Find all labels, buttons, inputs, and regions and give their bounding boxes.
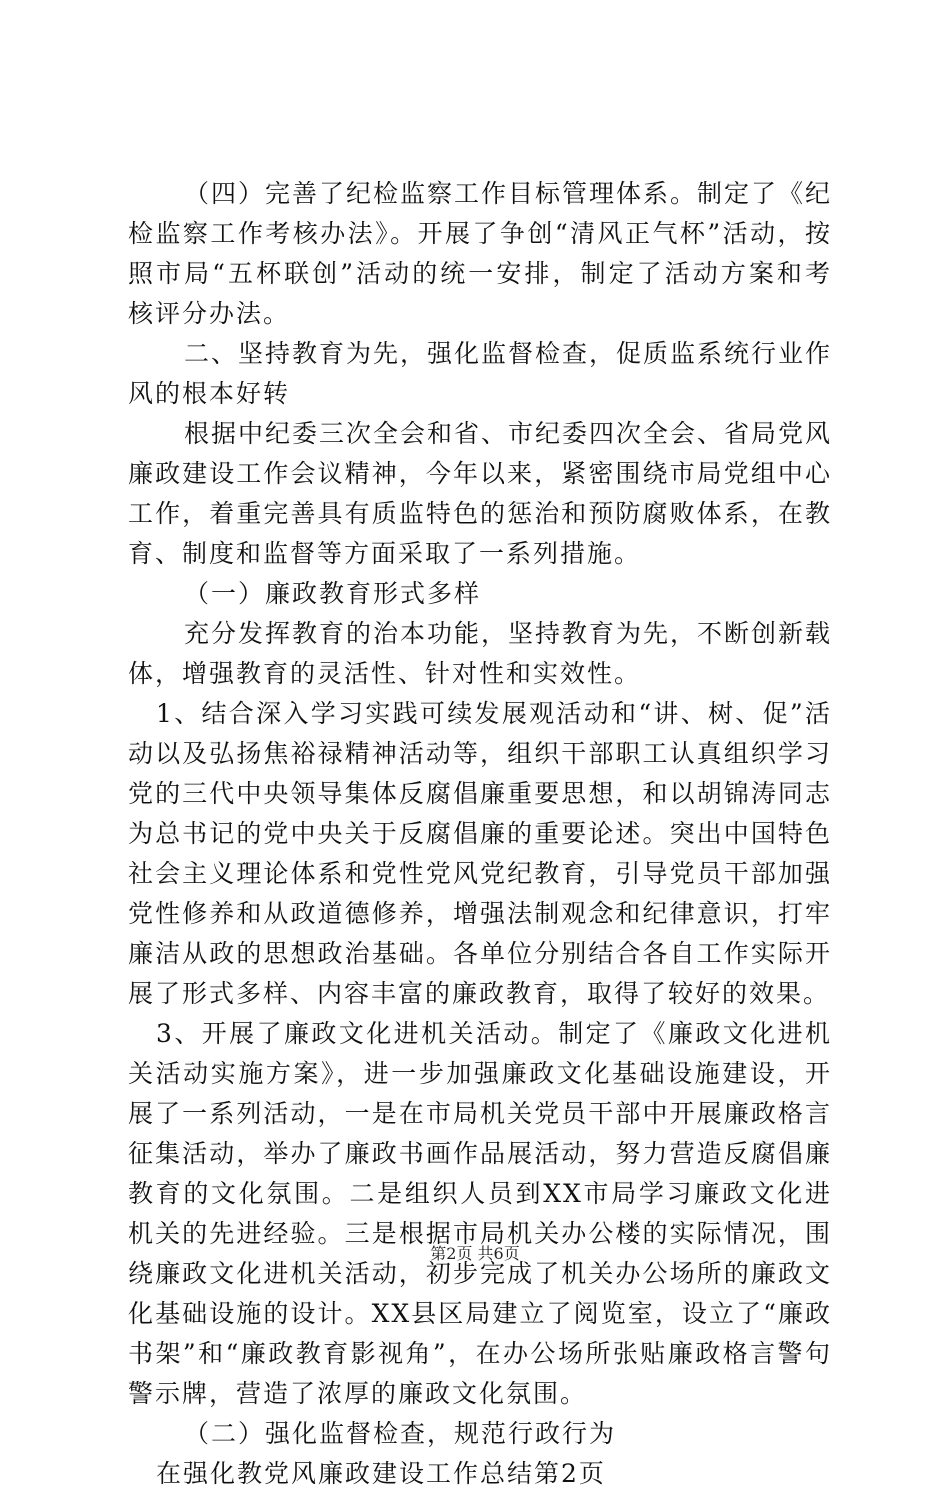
- paragraph-item-three: 3、开展了廉政文化进机关活动。制定了《廉政文化进机关活动实施方案》，进一步加强廉政文化基础设施建设，开展了一系列活动，一是在市局机关党员干部中开展廉政格言征集活动，举办了廉政书画作品展活动，努力营造反腐倡廉教育的文化氛围。二是组织人员到XX市局学习廉政文化进机关的先进经验。三是根据市局机关办公楼的实际情况，围绕廉政文化进机关活动，初步完成了机关办公场所的廉政文化基础设施的设计。XX县区局建立了阅览室，设立了“廉政书架”和“廉政教育影视角”，在办公场所张贴廉政格言警句警示牌，营造了浓厚的廉政文化氛围。: [128, 1019, 832, 1408]
- heading-section-two: 二、坚持教育为先，强化监督检查，促质监系统行业作风的根本好转: [128, 339, 833, 408]
- subheading-supervision: （二）强化监督检查，规范行政行为: [184, 1419, 617, 1448]
- paragraph-item-one: 1、结合深入学习实践可续发展观活动和“讲、树、促”活动以及弘扬焦裕禄精神活动等，组织干部职工认真组织学习党的三代中央领导集体反腐倡廉重要思想，和以胡锦涛同志为总书记的党中央关于反腐倡廉的重要论述。突出中国特色社会主义理论体系和党性党风党纪教育，引导党员干部加强党性修养和从政道德修养，增强法制观念和纪律意识，打牢廉洁从政的思想政治基础。各单位分别结合各自工作实际开展了形式多样、内容丰富的廉政教育，取得了较好的效果。: [128, 699, 832, 1008]
- paragraph-page-note: 在强化教党风廉政建设工作总结第2页: [156, 1459, 606, 1488]
- document-body: [128, 174, 832, 1494]
- paragraph-intro: 根据中纪委三次全会和省、市纪委四次全会、省局党风廉政建设工作会议精神，今年以来，紧密围绕市局党组中心工作，着重完善具有质监特色的惩治和预防腐败体系，在教育、制度和监督等方面采取了一系列措施。: [128, 419, 833, 568]
- paragraph-section-four: （四）完善了纪检监察工作目标管理体系。制定了《纪检监察工作考核办法》。开展了争创“清风正气杯”活动，按照市局“五杯联创”活动的统一安排，制定了活动方案和考核评分办法。: [128, 179, 833, 328]
- paragraph-education: 充分发挥教育的治本功能，坚持教育为先，不断创新载体，增强教育的灵活性、针对性和实效性。: [128, 619, 833, 688]
- subheading-education: （一）廉政教育形式多样: [184, 579, 482, 608]
- page-number-footer: 第2页 共6页: [430, 1244, 520, 1263]
